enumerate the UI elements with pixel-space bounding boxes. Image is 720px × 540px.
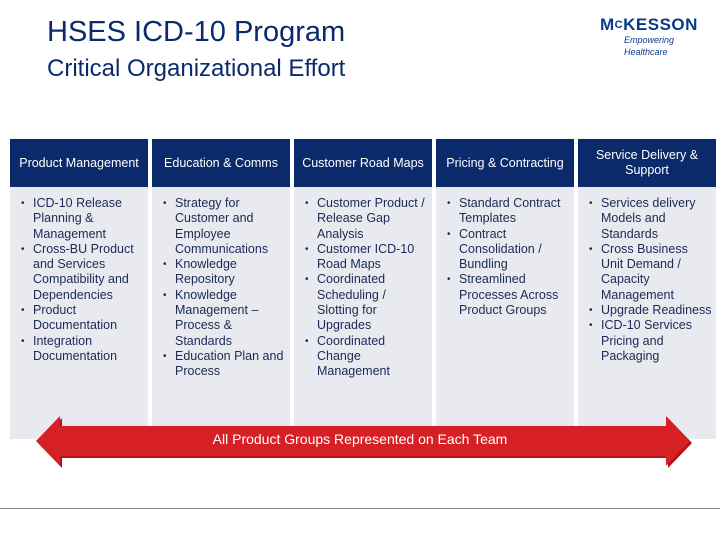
footer-divider	[0, 508, 720, 509]
list-item: • Coordinated Scheduling / Slotting for Upgrades	[300, 272, 428, 333]
column-service-delivery-support	[578, 139, 716, 439]
column-body	[152, 187, 290, 380]
slide-title: HSES ICD-10 Program	[47, 16, 346, 48]
column-heading: Customer Road Maps	[294, 139, 432, 187]
column-education-comms	[152, 139, 290, 439]
list-item: • Services delivery Models and Standards	[584, 196, 712, 242]
list-item: • Knowledge Repository	[158, 257, 286, 288]
list-item: • Upgrade Readiness	[584, 303, 712, 318]
column-heading: Education & Comms	[152, 139, 290, 187]
list-item: • Standard Contract Templates	[442, 196, 570, 227]
list-item: • Strategy for Customer and Employee Communications	[158, 196, 286, 257]
column-product-management	[10, 139, 148, 439]
company-logo	[600, 15, 700, 57]
banner-label: All Product Groups Represented on Each Team	[212, 431, 508, 447]
slide-subtitle: Critical Organizational Effort	[47, 55, 346, 82]
column-body	[436, 187, 574, 318]
column-pricing-contracting	[436, 139, 574, 439]
list-item: • Contract Consolidation / Bundling	[442, 227, 570, 273]
column-body	[578, 187, 716, 364]
column-body	[10, 187, 148, 364]
logo-tagline: Empowering Healthcare	[624, 35, 675, 57]
list-item: • Cross Business Unit Demand / Capacity Management	[584, 242, 712, 303]
team-columns	[10, 139, 716, 439]
column-heading: Pricing & Contracting	[436, 139, 574, 187]
list-item: • Customer Product / Release Gap Analysis	[300, 196, 428, 242]
list-item: • Education Plan and Process	[158, 349, 286, 380]
list-item: • Product Documentation	[16, 303, 144, 334]
column-body	[294, 187, 432, 380]
logo-wordmark: $M^CKESSON$	[600, 15, 698, 34]
column-customer-road-maps	[294, 139, 432, 439]
list-item: • Cross-BU Product and Services Compatibility and Dependencies	[16, 242, 144, 303]
column-heading: Product Management	[10, 139, 148, 187]
list-item: • ICD-10 Services Pricing and Packaging	[584, 318, 712, 364]
list-item: • Integration Documentation	[16, 334, 144, 365]
list-item: • Customer ICD-10 Road Maps	[300, 242, 428, 273]
column-heading: Service Delivery & Support	[578, 139, 716, 187]
list-item: • ICD-10 Release Planning & Management	[16, 196, 144, 242]
list-item: • Knowledge Management – Process & Standards	[158, 288, 286, 349]
list-item: • Streamlined Processes Across Product Groups	[442, 272, 570, 318]
list-item: • Coordinated Change Management	[300, 334, 428, 380]
